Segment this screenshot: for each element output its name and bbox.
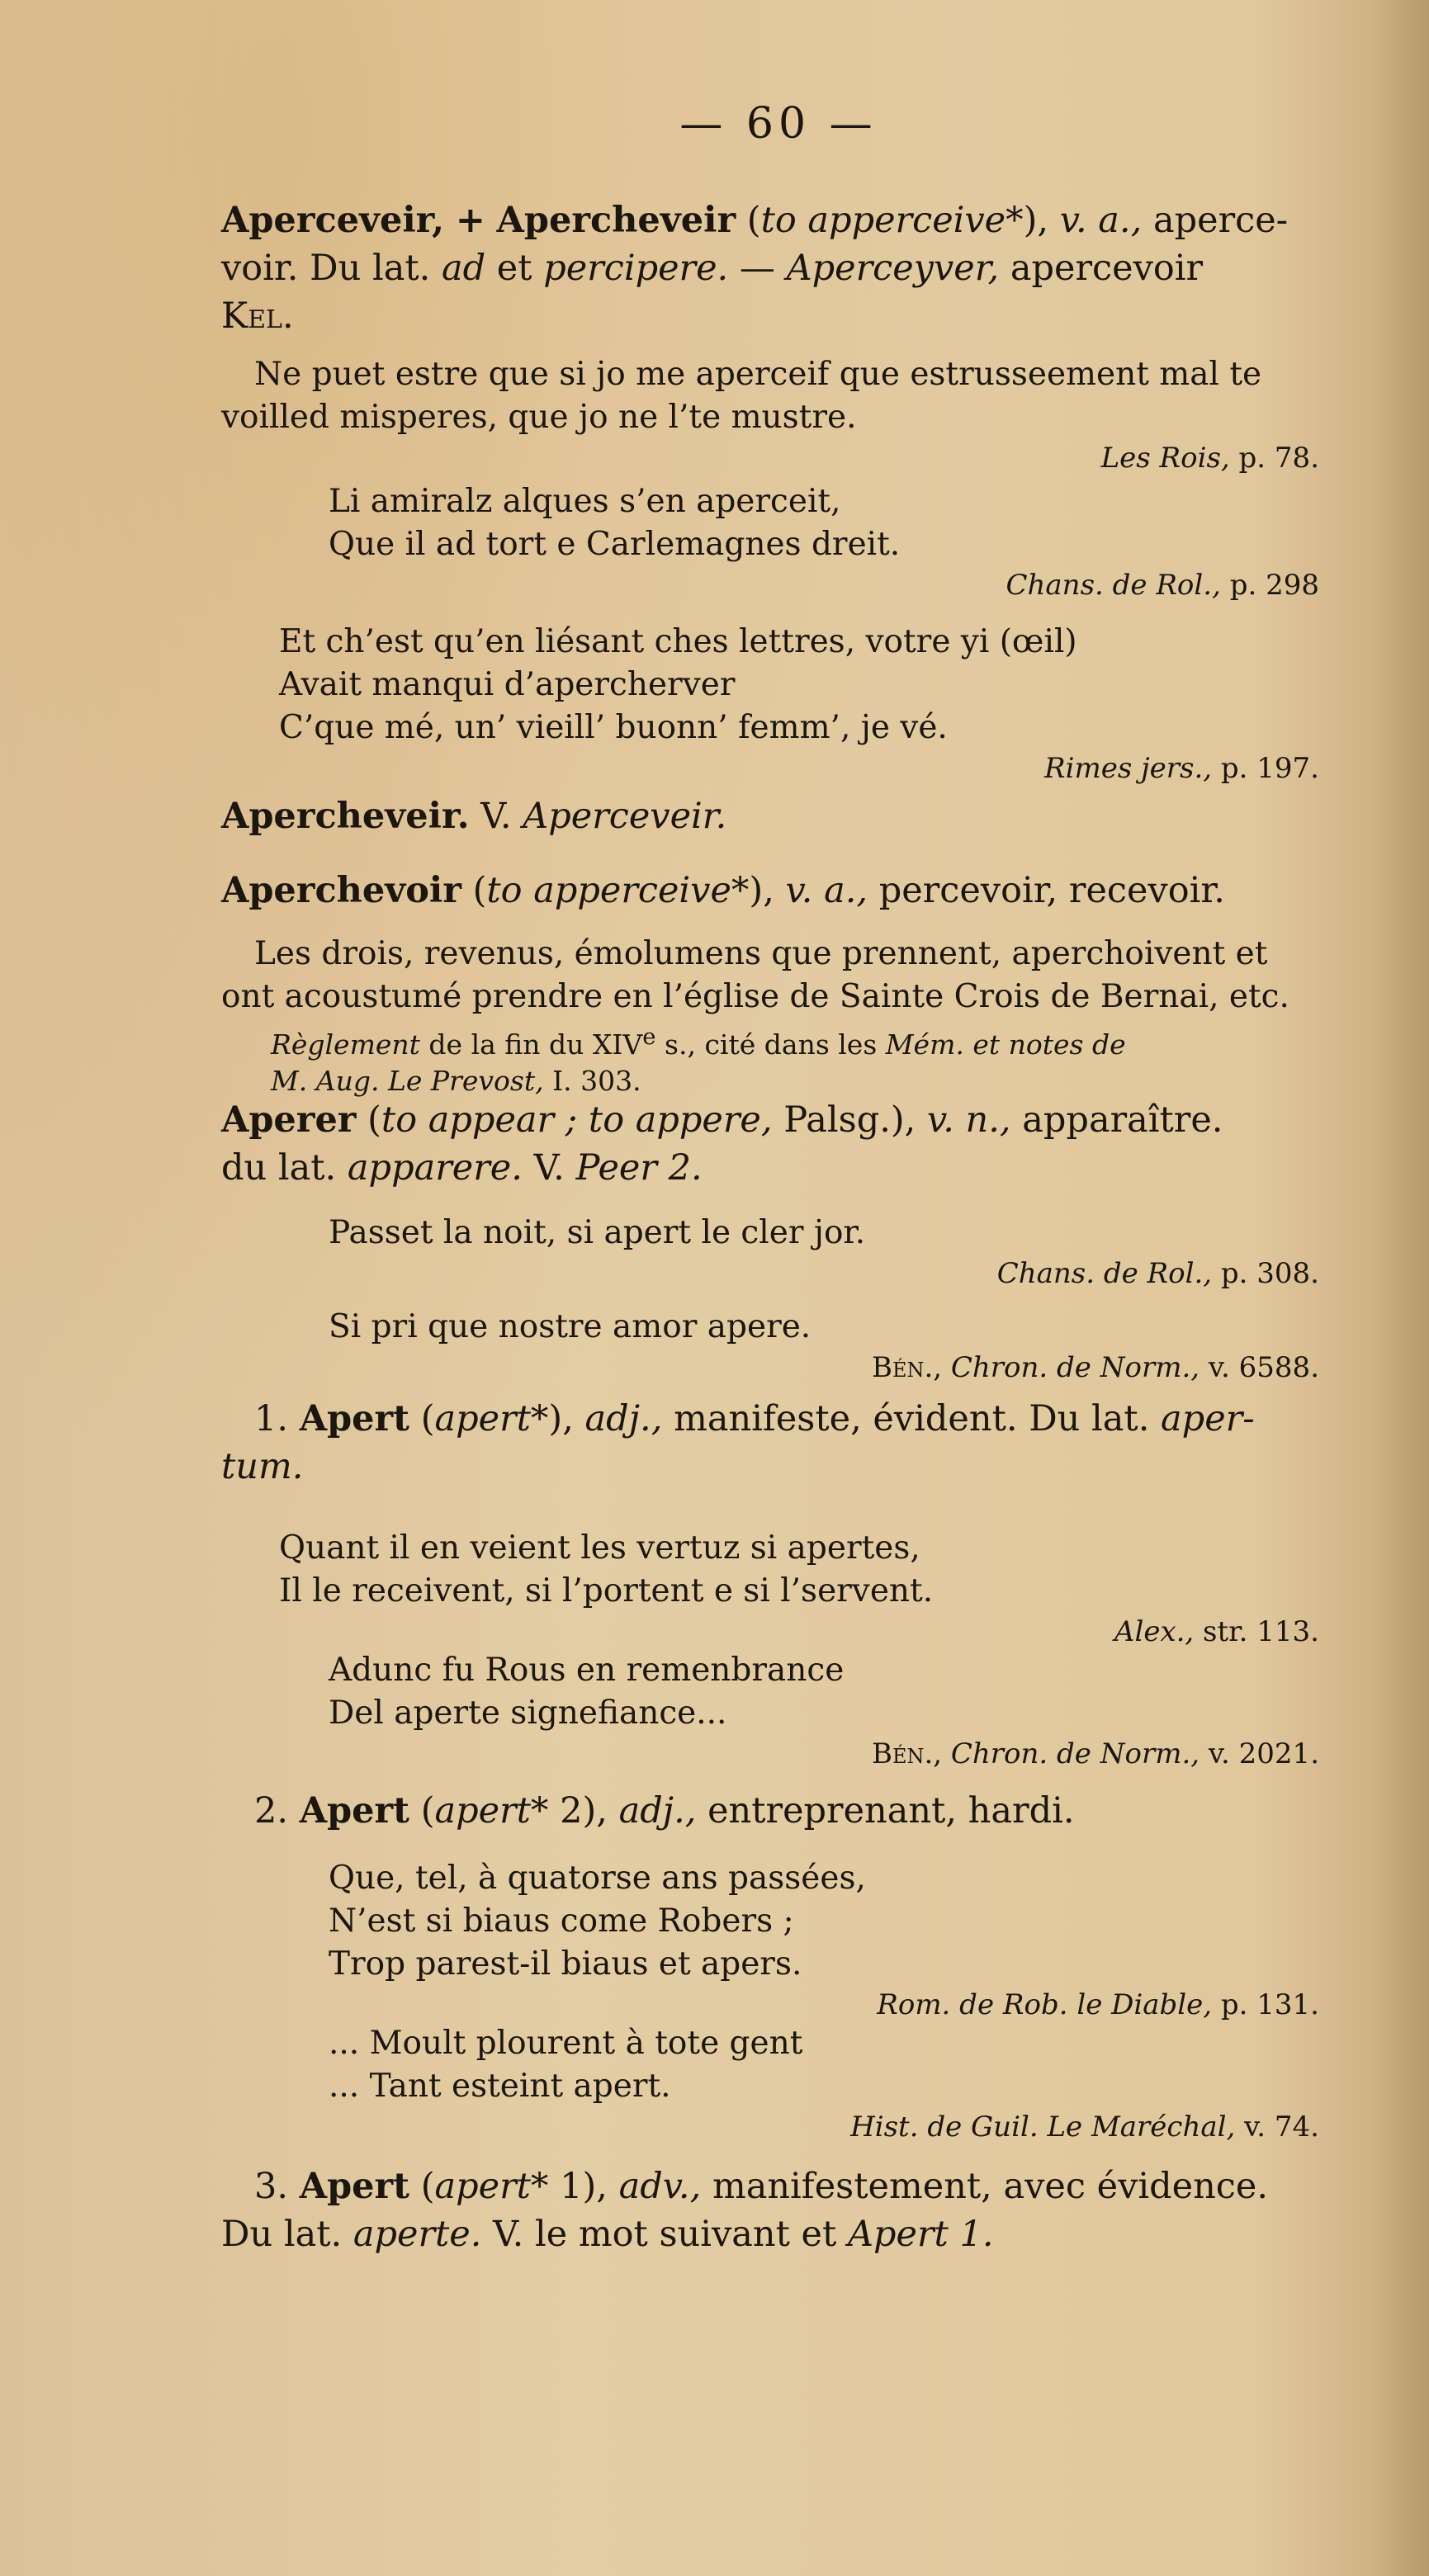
source-citation bbox=[221, 1019, 1336, 1099]
source-ref: p. 197. bbox=[1220, 752, 1319, 785]
headword-variant: Apercheveir bbox=[496, 200, 736, 241]
quote-line: voilled misperes, que jo ne l’te mustre. bbox=[221, 399, 857, 436]
entry-apert-2 bbox=[221, 1787, 1336, 1835]
source-citation bbox=[221, 439, 1336, 477]
verse-line: Que, tel, à quatorse ans passées, bbox=[329, 1860, 866, 1897]
verse-line: Que il ad tort e Carlemagnes dreit. bbox=[329, 526, 901, 563]
source-title: Mém. et notes de bbox=[885, 1028, 1126, 1061]
latin-word: ad bbox=[441, 248, 486, 289]
verse-line: ... Moult plourent à tote gent bbox=[329, 2025, 803, 2062]
quotation-rob-diable bbox=[221, 1857, 1336, 2024]
source-citation bbox=[221, 1349, 1336, 1387]
plus-sign: + bbox=[455, 200, 485, 241]
verse-line: N’est si biaus come Robers ; bbox=[329, 1902, 794, 1940]
source-text: s., cité dans les bbox=[665, 1028, 878, 1061]
superscript: e bbox=[642, 1023, 656, 1050]
part-of-speech: adj., bbox=[584, 1398, 663, 1439]
entry-aperceveir bbox=[221, 196, 1336, 340]
etymology-text: du lat. bbox=[221, 1147, 337, 1189]
verse-line: Passet la noit, si apert le cler jor. bbox=[329, 1214, 866, 1251]
dash: — bbox=[739, 248, 775, 289]
headword: Apert bbox=[299, 2166, 410, 2207]
source-ref: v. 74. bbox=[1244, 2110, 1319, 2144]
cross-reference-text: V. le mot suivant et bbox=[493, 2214, 837, 2255]
entry-apert-1 bbox=[221, 1395, 1336, 1491]
sense-number: 3. bbox=[254, 2166, 289, 2207]
paren: *), bbox=[530, 1398, 574, 1439]
paren: ( bbox=[367, 1099, 381, 1141]
source-title: Chans. de Rol., bbox=[1006, 569, 1221, 602]
sense-number: 2. bbox=[254, 1790, 289, 1832]
part-of-speech: v. a., bbox=[1059, 200, 1143, 241]
paren: * 1), bbox=[530, 2166, 608, 2207]
source-title: Rom. de Rob. le Diable, bbox=[877, 1988, 1213, 2021]
source-ref: str. 113. bbox=[1203, 1615, 1319, 1648]
quote-line: Les drois, revenus, émolumens que prennent, aperchoivent et bbox=[254, 935, 1268, 972]
source-title: Règlement bbox=[271, 1028, 420, 1061]
english-gloss: to appear ; to appere, bbox=[381, 1099, 773, 1141]
source-ref: p. 78. bbox=[1238, 442, 1319, 475]
etymology-text: voir. Du lat. bbox=[221, 248, 431, 289]
page-number: — 60 — bbox=[679, 99, 878, 149]
latin-word: percipere. bbox=[543, 248, 729, 289]
part-of-speech: adj., bbox=[618, 1790, 697, 1832]
source-author: Bén., bbox=[871, 1737, 943, 1770]
verse-line: Trop parest-il biaus et apers. bbox=[329, 1945, 802, 1983]
definition: manifestement, avec évidence. bbox=[712, 2166, 1268, 2207]
cross-reference: Aperceveir. bbox=[523, 796, 727, 837]
quotation-alex bbox=[221, 1527, 1336, 1651]
latin-word: apparere. bbox=[347, 1147, 523, 1189]
source-citation bbox=[221, 749, 1336, 787]
headword: Apert bbox=[299, 1790, 410, 1832]
quotation-chron-norm-2021 bbox=[221, 1649, 1336, 1773]
definition: manifeste, évident. Du lat. bbox=[674, 1398, 1150, 1439]
quotation-rimes-jers bbox=[221, 621, 1336, 787]
verse-line: Avait manqui d’apercherver bbox=[279, 666, 736, 703]
source-abbrev: Palsg.), bbox=[783, 1099, 916, 1141]
definition: aperce- bbox=[1152, 200, 1289, 241]
entry-aperchevoir bbox=[221, 867, 1336, 915]
source-ref: p. 308. bbox=[1220, 1257, 1319, 1290]
verse-line: Adunc fu Rous en remenbrance bbox=[329, 1652, 845, 1689]
headword: Aperceveir, bbox=[221, 200, 445, 241]
source-citation bbox=[221, 1255, 1336, 1293]
cross-reference: Apert 1. bbox=[847, 2214, 994, 2255]
headword: Aperer bbox=[221, 1099, 357, 1141]
etymology-text: Du lat. bbox=[221, 2214, 343, 2255]
source-title: M. Aug. Le Prevost, bbox=[271, 1065, 544, 1097]
source-title: Hist. de Guil. Le Maréchal, bbox=[850, 2110, 1236, 2144]
entry-apercheveir bbox=[221, 792, 1336, 840]
english-gloss: to apperceive bbox=[486, 870, 731, 911]
source-ref: v. 6588. bbox=[1208, 1351, 1319, 1384]
source-citation bbox=[221, 566, 1336, 604]
headword: Aperchevoir bbox=[221, 870, 461, 911]
part-of-speech: v. a., bbox=[785, 870, 868, 911]
verse-line: Del aperte signefiance... bbox=[329, 1694, 727, 1732]
quotation-chans-rol-308 bbox=[221, 1212, 1336, 1293]
latin-word: aper- bbox=[1161, 1398, 1255, 1439]
latin-word: tum. bbox=[221, 1446, 304, 1487]
paren: ( bbox=[420, 1790, 435, 1832]
quotation-les-rois bbox=[221, 353, 1336, 477]
definition: percevoir, recevoir. bbox=[878, 870, 1225, 911]
quote-line: Ne puet estre que si jo me aperceif que estrusseement mal te bbox=[254, 356, 1262, 393]
verse-line: ... Tant esteint apert. bbox=[329, 2068, 671, 2105]
source-title: Chron. de Norm., bbox=[950, 1351, 1200, 1384]
headword: Apercheveir. bbox=[221, 796, 470, 837]
paren: ( bbox=[420, 2166, 435, 2207]
quotation-chans-rol bbox=[221, 480, 1336, 604]
part-of-speech: v. n., bbox=[927, 1099, 1011, 1141]
quote-line: ont acoustumé prendre en l’église de Sainte Crois de Bernai, etc. bbox=[221, 978, 1289, 1015]
quotation-chron-norm-6588 bbox=[221, 1306, 1336, 1387]
source-title: Chans. de Rol., bbox=[996, 1257, 1213, 1290]
source-ref: p. 131. bbox=[1220, 1988, 1319, 2021]
verse-line: Et ch’est qu’en liésant ches lettres, votre yi (œil) bbox=[279, 623, 1077, 660]
source-title: Les Rois, bbox=[1100, 442, 1230, 475]
entry-apert-3 bbox=[221, 2162, 1336, 2258]
english-gloss: apert bbox=[434, 1790, 531, 1832]
source-author: Bén., bbox=[871, 1351, 943, 1384]
variant-form: Aperceyver, bbox=[786, 248, 1000, 289]
verse-line: C’que mé, un’ vieill’ buonn’ femm’, je vé. bbox=[279, 709, 948, 746]
quotation-reglement bbox=[221, 933, 1336, 1099]
source-title: Rimes jers., bbox=[1044, 752, 1213, 785]
verse-line: Si pri que nostre amor apere. bbox=[329, 1308, 812, 1345]
source-ref: I. 303. bbox=[552, 1065, 641, 1097]
paren: ( bbox=[472, 870, 487, 911]
source-citation bbox=[221, 1735, 1336, 1773]
source-title: Alex., bbox=[1114, 1615, 1195, 1648]
source-text: de la fin du XIV bbox=[428, 1028, 643, 1061]
english-gloss: apert bbox=[434, 2166, 531, 2207]
definition: entreprenant, hardi. bbox=[707, 1790, 1075, 1832]
source-ref: p. 298 bbox=[1229, 569, 1319, 602]
source-ref: v. 2021. bbox=[1208, 1737, 1319, 1770]
source-citation bbox=[221, 1986, 1336, 2024]
etymology-text: et bbox=[496, 248, 532, 289]
english-gloss: to apperceive bbox=[760, 200, 1006, 241]
sense-number: 1. bbox=[254, 1398, 289, 1439]
see-reference: V. bbox=[533, 1147, 565, 1189]
part-of-speech: adv., bbox=[618, 2166, 702, 2207]
paren: *), bbox=[731, 870, 774, 911]
entry-aperer bbox=[221, 1096, 1336, 1192]
paren: *), bbox=[1006, 200, 1049, 241]
headword: Apert bbox=[299, 1398, 410, 1439]
quotation-guil-marechal bbox=[221, 2022, 1336, 2146]
see-reference: V. bbox=[480, 796, 512, 837]
source-citation bbox=[221, 1613, 1336, 1651]
definition: apparaître. bbox=[1022, 1099, 1223, 1141]
paren: ( bbox=[746, 200, 761, 241]
latin-word: aperte. bbox=[353, 2214, 482, 2255]
source-title: Chron. de Norm., bbox=[950, 1737, 1200, 1770]
english-gloss: apert bbox=[434, 1398, 531, 1439]
source-abbrev: Kel. bbox=[221, 295, 294, 337]
verse-line: Li amiralz alques s’en aperceit, bbox=[329, 483, 841, 520]
definition: apercevoir bbox=[1010, 248, 1204, 289]
verse-line: Quant il en veient les vertuz si apertes, bbox=[279, 1529, 920, 1567]
verse-line: Il le receivent, si l’portent e si l’servent. bbox=[279, 1572, 934, 1609]
paren: ( bbox=[420, 1398, 435, 1439]
cross-reference: Peer 2. bbox=[575, 1147, 703, 1189]
source-citation bbox=[221, 2108, 1336, 2146]
paren: * 2), bbox=[530, 1790, 608, 1832]
